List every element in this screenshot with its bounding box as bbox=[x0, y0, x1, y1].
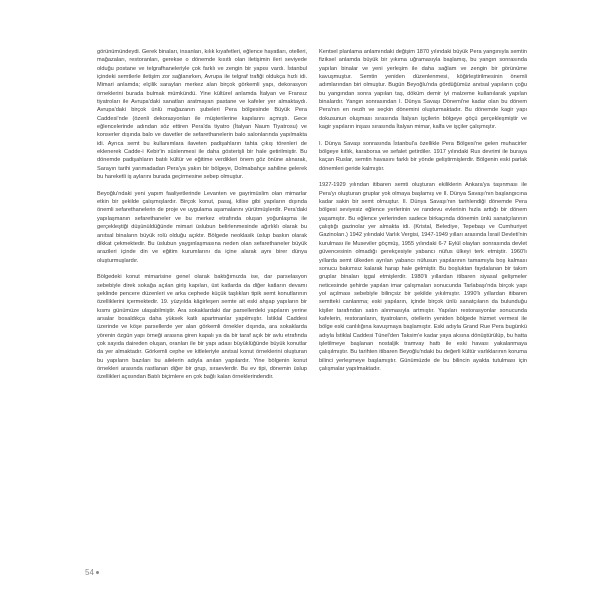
page-number: 54 bbox=[85, 568, 94, 577]
paragraph: Kentsel planlama anlamındaki değişim 1870 yılındaki büyük Pera yangınıyla semtin fiziksel anlamda büyük bir yıkıma uğramasıyla başlamış, bu yangın sonrasında yapılan binalar ve yeni yerleşim ile daha sağlam ve zengin bir görünüme kavuşmuştur. Semtin yeniden düzenlenmesi, köğirleştirilmesinin önemli adımlarından biri olmuştur. Bugün Beyoğlu'nda gördüğümüz anıtsal yapıların çoğu bu yangından sonra yapılan taş, döküm demir iyi malzeme kullanılarak yapılan binalardır. Yangın sonrasından I. Dünya Savaşı Dönemi'ne kadar olan bu dönem Pera'nın en nezih ve seçkin dönemini oluşturmaktadır. Bu dönemde kagir yapı dokusunun oluşması sırasında İtalyan işçilerin bölgeye göçü gerçekleşmiştir ve kagir yapıların inşası sırasında İtalyan mimar, kalfa ve işçiler çalışmıştır. bbox=[319, 49, 527, 131]
left-text-column bbox=[97, 48, 307, 390]
paragraph: görünümündeydi. Gerek binaları, insanları, kılık kıyafetleri, eğlence hayatları, otelleri, mağazaları, restoranları, gerekse o dönemde kısıtlı olan iletişimin ileri seviyede olduğu postane ve telgrafhaneleriyle çok farklı ve zengin bir yapısı vardı. İstanbul içindeki semtlerle iletişim zor sağlanırken, Avrupa ile telgraf trafiği oldukça hızlı idi. Mimari anlamda; elçilik sarayları merkez alan birçok görkemli yapı, dekorasyon örneklerini burada bulmak mümkündü. Yine kültürel anlamda İtalyan ve Fransız tiyatroları ile Avrupa'daki sanatları aratmayan pastane ve kafeler yer almaktaydı. Avrupa'daki birçok ünlü mağazanın şubeleri Pera bölgesinde Büyük Pera Caddesi'nde (özenli dekorasyonları ile müşterilerine kapılarını açmıştı. Gece eğlencelerinde adından söz ettiren Pera'da tiyatro (İtalyan Naum Tiyatrosu) ve konserler dışında balo ve davetler de sefarethanelerin balo salonlarında yapılmakta idi. Ayrıca semt bu kullanımlara ilaveten padişahların tahta çıkış törenleri de eklenerek Cadde-i Kebir'in süslenmesi ile daha gösterişli bir hale getirilmiştir. Bu dönemde padişahların batılı kültür ve eğitime verdikleri önem göz önüne alınarak, Sarayın tarihi yarımadadan Pera'ya yakın bir bölgeye, Dolmabahçe sahiline gelerek bu hareketli iş aylarını burada geçirmesine sebep olmuştur. bbox=[97, 49, 307, 181]
page-folio bbox=[85, 568, 99, 577]
paragraph: 1927-1929 yılından itibaren semti oluşturan ekiliklerin Ankara'ya taşınması ile Pera'yı oluşturan gruplar yok olmaya başlamış ve II. Dünya Savaşı'nın başlangıcına kadar sakin bir semt olmuştur. II. Dünya Savaşı'nın tarihlendiği dönemde Pera bölgesi seviyesiz eğlence yerlerinin ve randevu evlerinin hızla arttığı bir dönem yaşamıştır. Bu eğlence yerlerinden sadece birkaçında dönemin ünlü sanatçılarının çalıştığı gazinolar yer almakta idi. (Kristal, Belediye, Tepebaşı ve Cumhuriyet Gazinoları.) 1942 yılındaki Varlık Vergisi, 1947-1949 yılları arasında İsrail Devleti'nin kurulması ile Museviler göçmüş, 1955 yılındaki 6-7 Eylül olayları sonrasında devlet güvencesinin olmadığı gerekçesiyle yabancı nüfus ülkeyi terk etmiştir. 1960'lı yıllarda semt ülkeden ayrılan yabancı nüfusun yapılarının tamamıyla boş kalması sonucu bakımsız kalarak harap hale gelmiştir. Bu boşluktan faydalanan bir takım gruplar binaları işgal etmişlerdir. 1980'li yıllardan itibaren siyasal gelişmeler neticesinde şehirde yapılan imar çalışmaları sonucunda Tarlabaşı'nda birçok yapı yol açılması sebebiyle bilinçsiz bir şekilde yıkılmıştır. 1990'lı yıllardan itibaren semtteki canlanma; eski yapıların, içinde birçok ünlü sanatçıların da bulunduğu kişiler tarafından satın alınmasıyla artmıştır. Yapıları restorasyonlar sonucunda kafelerin, restoranların, tiyatroların, otellerin yeniden bölgede hizmet vermesi ile bölge eski canlılığına kavuşmaya başlamıştır. Eski adıyla Grand Rue Pera bugünkü adıyla İstiklal Caddesi Tünel'den Taksim'e kadar yaya aksına dönüştürülüp, bu hatta işletilmeye başlanan nostaljik tramvay hattı ile eski havası yakalanmaya çalışılmıştır. Bu tarihten itibaren Beyoğlu'ndaki bu değerli kültür varlıklarının koruma bilinci yerleşmeye başlamıştır. Günümüzde de bu bilincin ayakta tutulması için çalışmalar yapılmaktadır. bbox=[319, 182, 527, 372]
paragraph: Bölgedeki konut mimarisine genel olarak baktığımızda ise, dar parselasyon sebebiyle direk sokağa açılan giriş kapıları, üst katlarda da diğer katların devamı şeklinde pencere düzenleri ve arka cephede küçük taşlıkları tipik semt konutlarının özelliklerini içermektedir. 19. yüzyılda kâgirleşen semte ait eski ahşap yapıların bir kısmı günümüze ulaşabilmiştir. Ara sokaklardaki dar parsellerdeki yapıların yerine arsalar bosaldıkça daha yüksek katlı apartmanlar yapılmıştır. İstiklal Caddesi üzerinde ve köşe parsellerde yer alan görkemli örnekler dışında, ara sokaklarda yörenin özgün yapı örneği arasına giren kapalı ya da bir taraf açık bir avlu etrafında çok sayıda daireden oluşan, oranları ile bir yapı adası büyüklüğünde büyük konutlar da yer almaktadır. Görkemli cephe ve kitleleriyle anıtsal konut örneklerini oluşturan bu yapıların bazıları bu ailelerin adıyla anılan yapılardır. Yine bölgenin konut örnekleri arasında rastlanan diğer bir grup, sıraevlerdir. Bu ev tipi, dönemin üslup özellikleri açısından Batılı biçimlere en çok bağlı kalan örneklerindendir. bbox=[97, 274, 307, 381]
right-text-column bbox=[319, 48, 527, 382]
paragraph: Beyoğlu'ndaki yeni yapım faaliyetlerinde Levanten ve gayrimüslim olan mimarlar etkin bir şekilde çalışmışlardır. Birçok konut, pasaj, kilise gibi yapıların dışında önemli sefarethanelerin de proje ve uygulama aşamalarını yürütmüşlerdir. Pera'daki yapılaşmanın sefarethaneler ve bu merkez etrafında oluşan yoğunlaşma ile gerçekleştiği düşünüldüğünde mimari üslubun belirlenmesinde ağırlıklı olarak bu anıtsal binaların büyük rolü olduğu açıktır. Bölgede neoklasik üslup baskın olarak dikkat çekmektedir. Bu üslubun yaygınlaşmasına neden olan sefarethaneler büyük arazileri içinde din ve eğitim kurumlarını da içine alarak aynı birer dünya oluşturmuşlardır. bbox=[97, 190, 307, 264]
paragraph: I. Dünya Savaşı sonrasında İstanbul'a özellikle Pera Bölgesi'ne gelen muhacirler bölgeye kıtlık, karaborsa ve sefalet getirdiler. 1917 yılındaki Rus devrimi ile buraya kaçan Ruslar, semtin havasını farklı bir yönde geliştirmişlerdir. Bölgenin eski parlak dönemleri geride kalmıştır. bbox=[319, 140, 527, 172]
bullet-dot-icon bbox=[96, 571, 99, 574]
